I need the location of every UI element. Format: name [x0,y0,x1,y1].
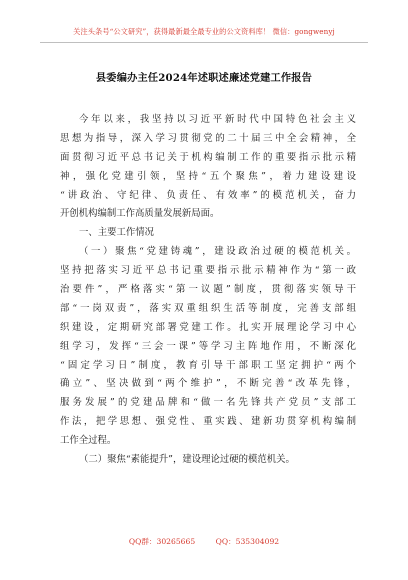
paragraph-line: 神，强化党建引领，坚持“五个聚焦”，着力建设建设 [60,170,356,182]
paragraph-line: 坚持把落实习近平总书记重要指示批示精神作为“第一政 [60,265,356,277]
paragraph-line: （一）聚焦“党建铸魂”，建设政治过硬的模范机关。 [79,246,356,258]
paragraph-line: 思想为指导，深入学习贯彻党的二十届三中全会精神，全 [60,132,356,144]
paragraph-line: 作法，把学思想、强党性、重实践、建新功贯穿机构编制 [60,416,356,428]
paragraph-line: 今年以来，我坚持以习近平新时代中国特色社会主义 [79,114,356,125]
paragraph-line: 开创机构编制工作高质量发展新局面。 [60,208,220,220]
paragraph-line: 一、主要工作情况 [79,227,155,239]
footer-qq-group: QQ群：30265665 [128,537,196,546]
footer-contact [0,536,408,547]
paragraph-line: 治要件”，严格落实“第一议题”制度，贯彻落实领导干 [60,284,356,296]
document-title: 县委编办主任2024年述职述廉述党建工作报告 [95,72,313,84]
header-banner: 关注头条号“公文研究”，获得最新最全最专业的公文资料库！ 微信：gongwenyj [73,27,335,36]
paragraph-line: “讲政治、守纪律、负责任、有效率”的模范机关，奋力 [60,189,356,201]
paragraph-line: 工作全过程。 [60,435,117,447]
paragraph [60,451,356,470]
paragraph-line: 面贯彻习近平总书记关于机构编制工作的重要指示批示精 [60,151,356,163]
paragraph-line: 部“一岗双责”，落实双重组织生活等制度，完善支部组 [60,302,356,314]
paragraph-line: 织建设，定期研究部署党建工作。扎实开展理论学习中心 [60,321,356,333]
paragraph-line: “固定学习日”制度，教育引导干部职工坚定拥护“两个 [60,359,356,371]
paragraph-line: 组学习，发挥“三会一课”等学习主阵地作用，不断深化 [60,340,356,352]
paragraph-line: （二）聚焦“素能提升”，建设理论过硬的模范机关。 [79,454,295,466]
header-divider [40,42,368,43]
document-body [60,111,356,470]
paragraph [60,243,356,451]
paragraph-line: 服务发展”的党建品牌和“做一名先锋共产党员”支部工 [60,397,356,409]
paragraph-line: 确立”、坚决做到“两个维护”，不断完善“改革先锋， [60,378,356,390]
paragraph [60,224,356,243]
paragraph [60,111,356,224]
footer-qq: QQ：535304092 [215,537,280,546]
